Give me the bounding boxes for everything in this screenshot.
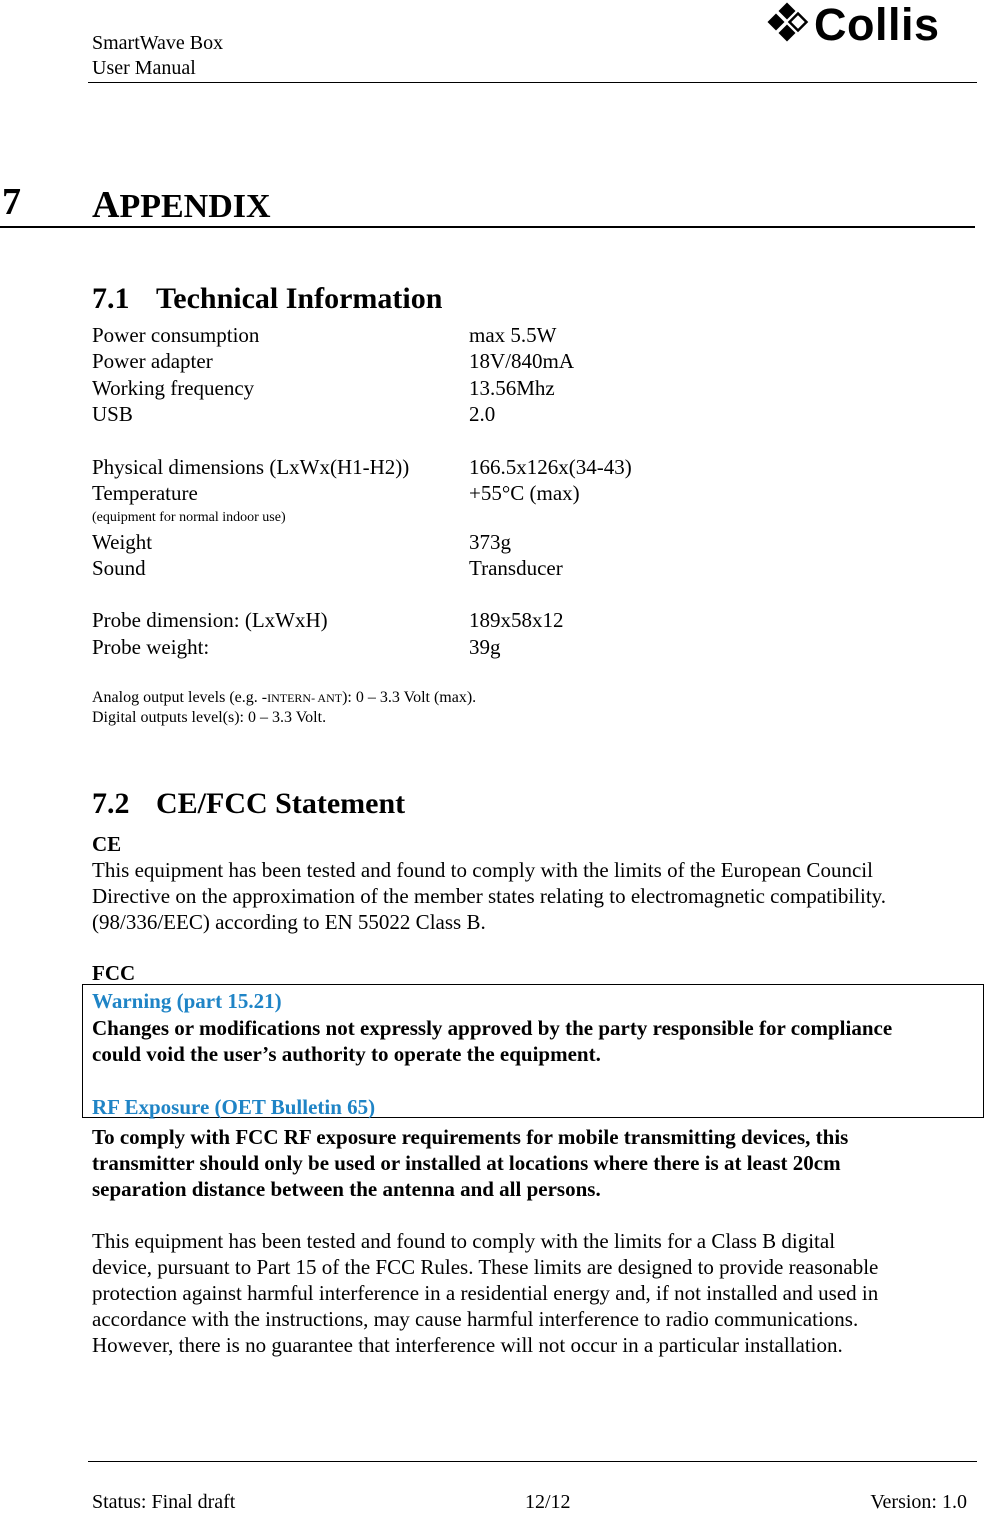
- analog-intern: INTERN: [267, 691, 312, 705]
- ce-line: (98/336/EEC) according to EN 55022 Class B.: [92, 910, 486, 934]
- ce-heading: CE: [92, 832, 122, 856]
- rf-line: transmitter should only be used or installed at locations where there is at least 20cm: [92, 1151, 841, 1175]
- fcc-heading: FCC: [92, 961, 136, 985]
- analog-output-note: [92, 688, 476, 708]
- class-b-line: This equipment has been tested and found to comply with the limits for a Class B digital: [92, 1229, 836, 1253]
- spec-value: 18V/840mA: [469, 349, 574, 373]
- chapter-title: [92, 183, 271, 229]
- temperature-note: (equipment for normal indoor use): [92, 510, 286, 525]
- class-b-line: accordance with the instructions, may cause harmful interference to radio communications.: [92, 1307, 859, 1331]
- warning-title: Warning (part 15.21): [92, 989, 282, 1013]
- spec-label: Power adapter: [92, 349, 213, 373]
- class-b-paragraph: [92, 1228, 972, 1358]
- collis-logo: [762, 2, 980, 54]
- document-header: [92, 31, 223, 81]
- rf-line: separation distance between the antenna and all persons.: [92, 1177, 601, 1201]
- analog-prefix: Analog output levels (e.g. -: [92, 689, 268, 706]
- spec-value: Transducer: [469, 556, 563, 580]
- spec-label: Power consumption: [92, 323, 260, 347]
- analog-ant: ANT: [317, 691, 343, 705]
- spec-label: Working frequency: [92, 376, 255, 400]
- chapter-rule: [0, 226, 975, 228]
- spec-label: Temperature: [92, 481, 198, 505]
- footer-divider: [88, 1461, 977, 1462]
- section-number-tech: 7.1: [92, 282, 130, 315]
- rf-line: To comply with FCC RF exposure requirements for mobile transmitting devices, this: [92, 1125, 849, 1149]
- footer-page-number: 12/12: [525, 1491, 571, 1513]
- chapter-number: 7: [2, 181, 21, 223]
- spec-value: 13.56Mhz: [469, 376, 555, 400]
- logo-text: Collis: [814, 0, 940, 50]
- product-name: SmartWave Box: [92, 32, 224, 54]
- digital-output-note: Digital outputs level(s): 0 – 3.3 Volt.: [92, 709, 327, 726]
- footer-status: Status: Final draft: [92, 1491, 236, 1513]
- spec-label: Probe dimension: (LxWxH): [92, 608, 328, 632]
- section-title-tech: Technical Information: [156, 282, 443, 315]
- spec-label: Probe weight:: [92, 635, 210, 659]
- spec-value: 2.0: [469, 402, 496, 426]
- spec-value: +55°C (max): [469, 481, 580, 505]
- ce-paragraph: [92, 857, 972, 935]
- spec-label: Physical dimensions (LxWx(H1-H2)): [92, 455, 410, 479]
- ce-line: Directive on the approximation of the member states relating to electromagnetic compatibility.: [92, 884, 887, 908]
- spec-value: 373g: [469, 530, 511, 554]
- section-number-cefcc: 7.2: [92, 787, 130, 820]
- spec-value: 166.5x126x(34-43): [469, 455, 632, 479]
- ce-line: This equipment has been tested and found to comply with the limits of the European Council: [92, 858, 873, 882]
- diamond-cluster-icon: [762, 2, 814, 54]
- analog-sep: -: [311, 691, 318, 705]
- spec-label: Weight: [92, 530, 153, 554]
- warning-text: [92, 1015, 972, 1067]
- spec-value: max 5.5W: [469, 323, 557, 347]
- rf-exposure-text: [92, 1124, 972, 1202]
- spec-label: USB: [92, 402, 133, 426]
- spec-label: Sound: [92, 556, 146, 580]
- doc-type: User Manual: [92, 57, 196, 79]
- footer-version: Version: 1.0: [870, 1491, 967, 1513]
- warning-line: could void the user’s authority to operate the equipment.: [92, 1042, 601, 1066]
- spec-value: 39g: [469, 635, 501, 659]
- chapter-title-initial: A: [92, 184, 120, 226]
- spec-value: 189x58x12: [469, 608, 564, 632]
- analog-suffix: ): 0 – 3.3 Volt (max).: [342, 689, 477, 706]
- warning-line: Changes or modifications not expressly approved by the party responsible for compliance: [92, 1016, 893, 1040]
- class-b-line: device, pursuant to Part 15 of the FCC Rules. These limits are designed to provide reasonable: [92, 1255, 879, 1279]
- chapter-title-rest: PPENDIX: [119, 188, 271, 225]
- header-divider: [88, 82, 977, 83]
- rf-exposure-title: RF Exposure (OET Bulletin 65): [92, 1095, 376, 1119]
- class-b-line: However, there is no guarantee that interference will not occur in a particular installation.: [92, 1333, 843, 1357]
- section-title-cefcc: CE/FCC Statement: [156, 787, 406, 820]
- class-b-line: protection against harmful interference in a residential energy and, if not installed and used in: [92, 1281, 879, 1305]
